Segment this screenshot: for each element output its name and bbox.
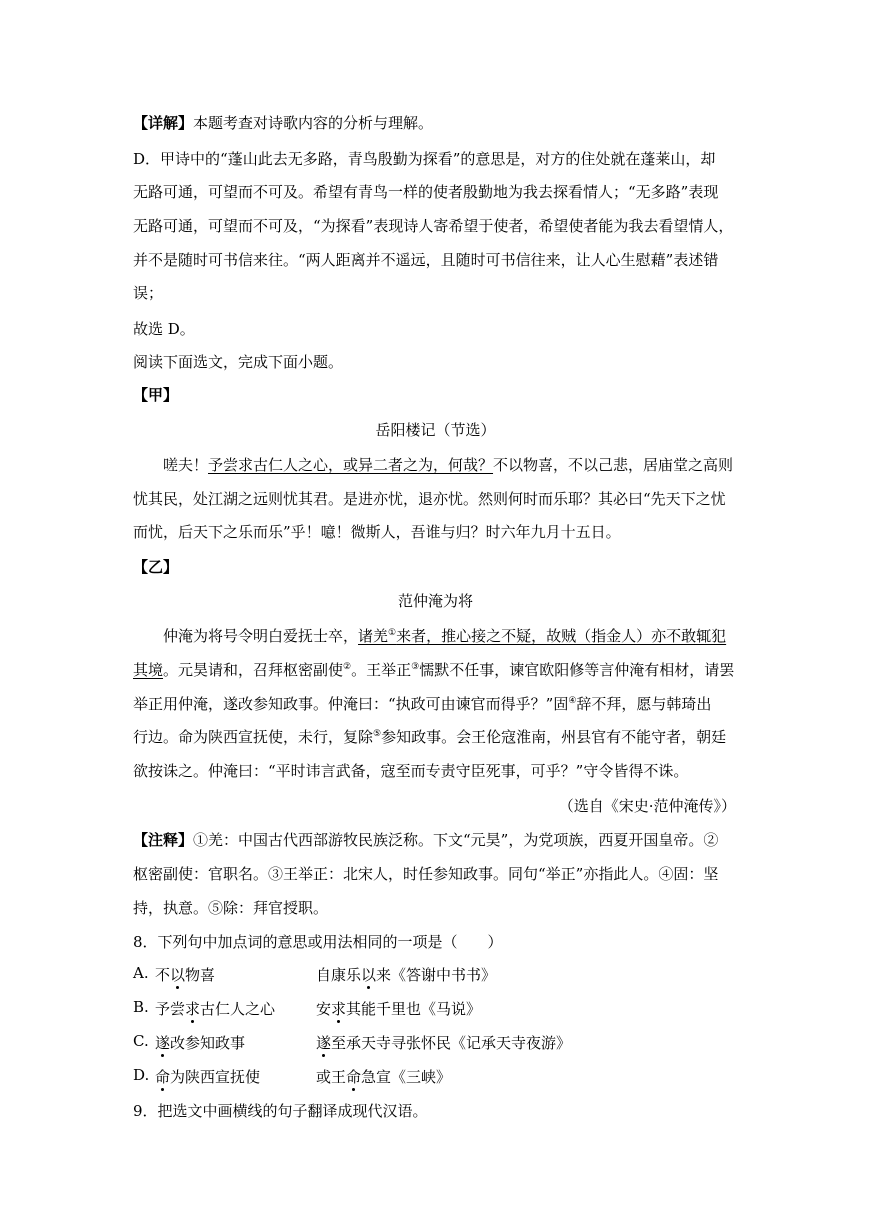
underlined-sentence: 予尝求古仁人之心，或异二者之为，何哉？ bbox=[208, 456, 494, 474]
passage-jia-line-1 bbox=[163, 454, 733, 475]
underlined-sentence: 其境 bbox=[133, 661, 164, 679]
notes-heading: 【注释】 bbox=[133, 831, 194, 849]
option-phrase-1: 予尝求古仁人之心 bbox=[155, 1000, 276, 1018]
dotted-char: 命 bbox=[346, 1068, 362, 1086]
passage-jia-label: 【甲】 bbox=[133, 386, 179, 404]
detail-line-3: 无路可通，可望而不可及，“为探看”表现诗人寄希望于使者，希望使者能为我去看望情人， bbox=[133, 217, 734, 235]
yi-text: 辞不拜，愿与韩琦出 bbox=[576, 695, 712, 713]
dotted-char: 求 bbox=[185, 1000, 201, 1018]
option-label: C. bbox=[133, 1032, 149, 1050]
passage-yi-line-2 bbox=[133, 659, 734, 680]
option-label: A. bbox=[133, 964, 149, 982]
option-phrase-2: 遂至承天寺寻张怀民《记承天寺夜游》 bbox=[316, 1034, 572, 1052]
notes-line-1 bbox=[133, 829, 718, 850]
dotted-char: 命 bbox=[155, 1068, 171, 1086]
yi-text: 仲淹为将号令明白爱抚士卒， bbox=[163, 627, 359, 645]
reading-instruction: 阅读下面选文，完成下面小题。 bbox=[133, 353, 344, 371]
notes-line-2: 枢密副使：官职名。③王举正：北宋人，时任参知政事。同句“举正”亦指此人。④固：坚 bbox=[133, 865, 719, 883]
passage-yi-line-1 bbox=[163, 625, 726, 646]
detail-line-1: D．甲诗中的“蓬山此去无多路，青鸟殷勤为探看”的意思是，对方的住处就在蓬莱山，却 bbox=[133, 150, 716, 168]
question-8-stem: 8．下列句中加点词的意思或用法相同的一项是（ ） bbox=[133, 933, 503, 951]
option-phrase-1: 命为陕西宣抚使 bbox=[155, 1068, 261, 1086]
underlined-text: 诸羌 bbox=[358, 627, 389, 645]
passage-jia-line-2: 忧其民，处江湖之远则忧其君。是进亦忧，退亦忧。然则何时而乐耶？其必曰“先天下之忧 bbox=[133, 490, 726, 508]
yi-text: 举正用仲淹，遂改参知政事。仲淹曰：“执政可由谏官而得乎？”固 bbox=[133, 695, 569, 713]
footnote-marker: ② bbox=[343, 662, 352, 672]
dotted-char: 遂 bbox=[155, 1034, 171, 1052]
dotted-char: 遂 bbox=[316, 1034, 332, 1052]
passage-yi-line-3 bbox=[133, 693, 711, 714]
notes-line-3: 持，执意。⑤除：拜官授职。 bbox=[133, 899, 329, 917]
dotted-char: 求 bbox=[331, 1000, 347, 1018]
underlined-text: 来者，推心接之不疑，故贼（指金人）亦不敢辄犯 bbox=[396, 627, 727, 645]
footnote-marker: ③ bbox=[411, 662, 420, 672]
question-9-stem: 9．把选文中画横线的句子翻译成现代汉语。 bbox=[133, 1102, 428, 1120]
detail-intro: 本题考查对诗歌内容的分析与理解。 bbox=[193, 114, 434, 132]
option-label: D. bbox=[133, 1066, 150, 1084]
passage-yi-line-5: 欲按诛之。仲淹曰：“平时讳言武备，寇至而专责守臣死事，可乎？”守令皆得不诛。 bbox=[133, 762, 689, 780]
footnote-marker: ① bbox=[388, 628, 397, 638]
passage-jia-title: 岳阳楼记（节选） bbox=[375, 421, 496, 439]
footnote-marker: ⑤ bbox=[373, 729, 382, 739]
passage-yi-line-4 bbox=[133, 726, 726, 747]
yi-text: 。元昊请和，召拜枢密副使 bbox=[163, 661, 344, 679]
option-label: B. bbox=[133, 998, 149, 1016]
passage-jia-line-3: 而忧，后天下之乐而乐”乎！噫！微斯人，吾谁与归？时六年九月十五日。 bbox=[133, 523, 621, 541]
detail-line-5: 误； bbox=[133, 284, 164, 302]
detail-heading-line bbox=[133, 112, 433, 133]
yi-text: 。王举正 bbox=[351, 661, 412, 679]
detail-line-4: 并不是随时可书信来往。“两人距离并不遥远，且随时可书信往来，让人心生慰藉”表述错 bbox=[133, 251, 719, 269]
dotted-char: 以 bbox=[170, 966, 186, 984]
underlined-sentence bbox=[358, 627, 726, 645]
detail-answer: 故选 D。 bbox=[133, 320, 195, 338]
option-phrase-2: 安求其能千里也《马说》 bbox=[316, 1000, 482, 1018]
yi-text: 行边。命为陕西宣抚使，未行，复除 bbox=[133, 728, 374, 746]
detail-line-2: 无路可通，可望而不可及。希望有青鸟一样的使者殷勤地为我去探看情人；“无多路”表现 bbox=[133, 183, 719, 201]
jia-text: 不以物喜，不以己悲，居庙堂之高则 bbox=[493, 456, 734, 474]
passage-yi-title: 范仲淹为将 bbox=[397, 592, 473, 610]
notes-text: ①羌：中国古代西部游牧民族泛称。下文“元昊”，为党项族，西夏开国皇帝。② bbox=[193, 831, 719, 849]
passage-yi-label: 【乙】 bbox=[133, 558, 179, 576]
footnote-marker: ④ bbox=[568, 696, 577, 706]
option-phrase-1: 遂改参知政事 bbox=[155, 1034, 246, 1052]
yi-text: 参知政事。会王伦寇淮南，州县官有不能守者，朝廷 bbox=[381, 728, 727, 746]
option-phrase-2: 或王命急宣《三峡》 bbox=[316, 1068, 452, 1086]
passage-source: （选自《宋史·范仲淹传》） bbox=[558, 797, 736, 815]
jia-text: 嗟夫！ bbox=[163, 456, 209, 474]
dotted-char: 以 bbox=[361, 966, 377, 984]
yi-text: 懦默不任事，谏官欧阳修等言仲淹有相材，请罢 bbox=[419, 661, 735, 679]
option-phrase-2: 自康乐以来《答谢中书书》 bbox=[316, 966, 497, 984]
detail-heading: 【详解】 bbox=[133, 114, 194, 132]
option-phrase-1: 不以物喜 bbox=[155, 966, 216, 984]
